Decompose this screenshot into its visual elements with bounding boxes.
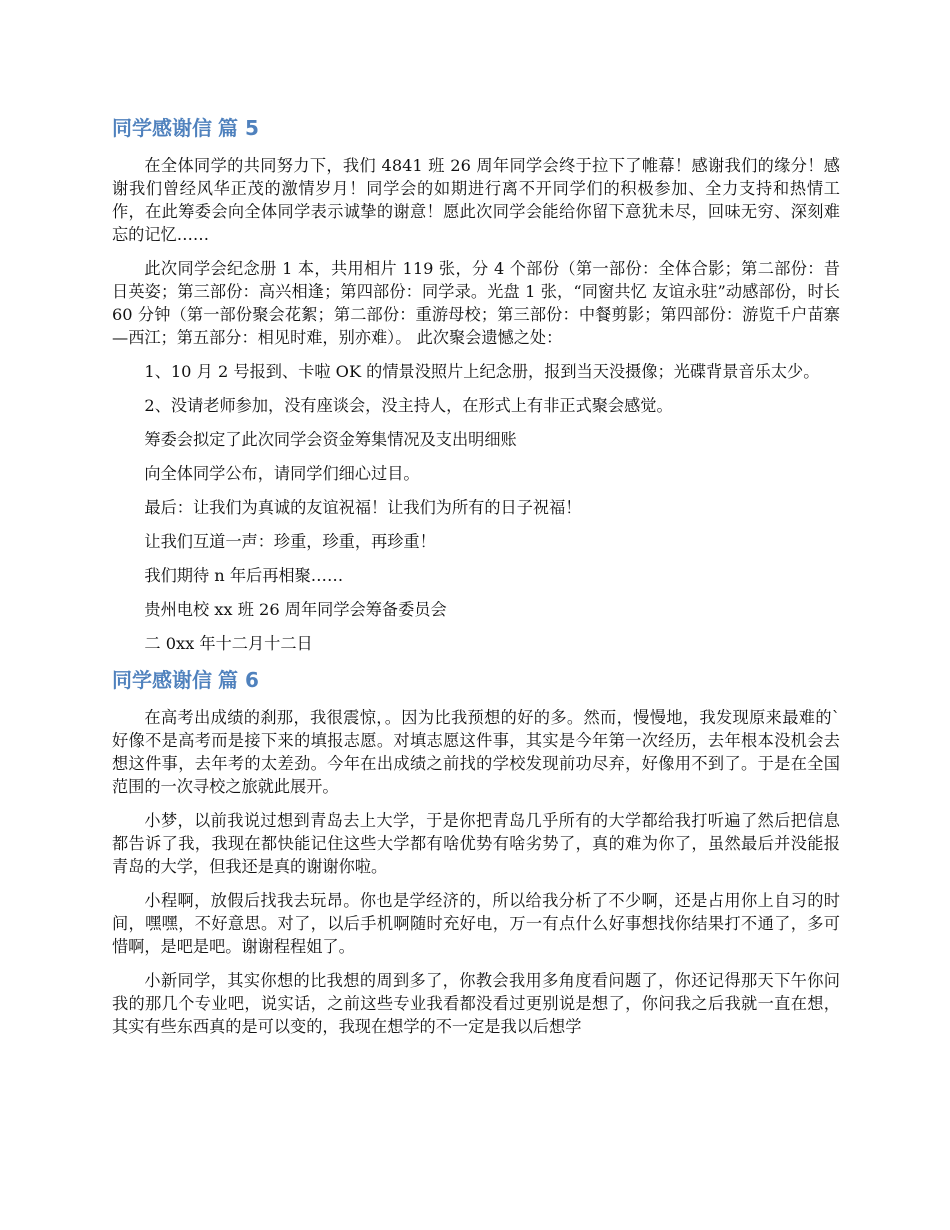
paragraph: 此次同学会纪念册 1 本，共用相片 119 张，分 4 个部份（第一部份：全体合影；第二部份：昔日英姿；第三部份：高兴相逢；第四部份：同学录。光盘 1 张，“同窗共忆 友谊永驻”动感部份，时长 60 分钟（第一部份聚会花絮；第二部份：重游母校；第三部份：中餐剪影；第四部份：游览千户苗寨—西江；第五部分：相见时难，别亦难）。 此次聚会遗憾之处： <box>112 259 840 347</box>
paragraph: 我们期待 n 年后再相聚…… <box>144 566 344 585</box>
paragraph: 小新同学，其实你想的比我想的周到多了，你教会我用多角度看问题了，你还记得那天下午你问我的那几个专业吧，说实话，之前这些专业我看都没看过更别说是想了，你问我之后我就一直在想，其实有些东西真的是可以变的，我现在想学的不一定是我以后想学 <box>112 971 840 1036</box>
paragraph: 筹委会拟定了此次同学会资金筹集情况及支出明细账 <box>144 430 517 449</box>
section-heading <box>112 114 840 142</box>
heading-title: 同学感谢信 <box>112 116 212 140</box>
section-6 <box>112 666 840 1038</box>
date-line: 二 0xx 年十二月十二日 <box>144 634 313 653</box>
section-5 <box>112 114 840 655</box>
paragraph: 向全体同学公布，请同学们细心过目。 <box>144 464 420 483</box>
paragraph: 在全体同学的共同努力下，我们 4841 班 26 周年同学会终于拉下了帷幕！感谢我们的缘分！感谢我们曾经风华正茂的激情岁月！同学会的如期进行离不开同学们的积极参加、全力支持和热情工作，在此筹委会向全体同学表示诚挚的谢意！愿此次同学会能给你留下意犹未尽，回味无穷、深刻难忘的记忆…… <box>112 156 840 244</box>
paragraph: 小梦，以前我说过想到青岛去上大学，于是你把青岛几乎所有的大学都给我打听遍了然后把信息都告诉了我，我现在都快能记住这些大学都有啥优势有啥劣势了，真的难为你了，虽然最后并没能报青岛的大学，但我还是真的谢谢你啦。 <box>112 811 840 876</box>
signature-line: 贵州电校 xx 班 26 周年同学会筹备委员会 <box>144 600 447 619</box>
section-heading <box>112 666 840 694</box>
paragraph: 让我们互道一声：珍重，珍重，再珍重！ <box>144 532 436 551</box>
paragraph: 在高考出成绩的刹那，我很震惊，。因为比我预想的好的多。然而，慢慢地，我发现原来最难的`好像不是高考而是接下来的填报志愿。对填志愿这件事，其实是今年第一次经历，去年根本没机会去想这件事，去年考的太差劲。今年在出成绩之前找的学校发现前功尽弃，好像用不到了。于是在全国范围的一次寻校之旅就此展开。 <box>112 708 840 796</box>
paragraph: 1、10 月 2 号报到、卡啦 OK 的情景没照片上纪念册，报到当天没摄像；光碟背景音乐太少。 <box>144 362 820 381</box>
heading-number: 篇 5 <box>218 116 259 140</box>
paragraph: 小程啊，放假后找我去玩昂。你也是学经济的，所以给我分析了不少啊，还是占用你上自习的时间，嘿嘿，不好意思。对了，以后手机啊随时充好电，万一有点什么好事想找你结果打不通了，多可惜啊，是吧是吧。谢谢程程姐了。 <box>112 891 840 956</box>
heading-title: 同学感谢信 <box>112 668 212 692</box>
paragraph: 最后：让我们为真诚的友谊祝福！让我们为所有的日子祝福！ <box>144 498 582 517</box>
heading-number: 篇 6 <box>218 668 259 692</box>
paragraph: 2、没请老师参加，没有座谈会，没主持人，在形式上有非正式聚会感觉。 <box>144 396 673 415</box>
